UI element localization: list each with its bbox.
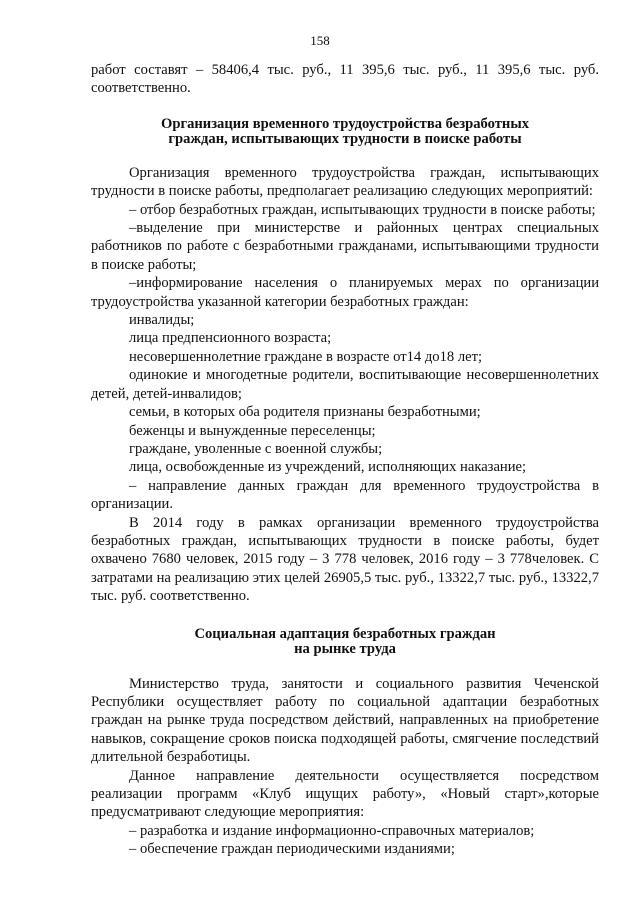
section1-paragraph: В 2014 году в рамках организации временного трудоустройства безработных граждан, испытывающих трудности в поиске работы, будет охвачено 7680 человек, 2015 году – 3 778 человек, 2016 году – 3 778человек. С затратами на реализацию этих целей 26905,5 тыс. руб., 13322,7 тыс. руб., 13322,7 тыс. руб. соответственно. [91,514,599,605]
intro-paragraph: работ составят – 58406,4 тыс. руб., 11 395,6 тыс. руб., 11 395,6 тыс. руб. соответственно. [91,62,599,97]
section1-list-item: – отбор безработных граждан, испытывающих трудности в поиске работы; [129,201,596,218]
section1-list-item: –информирование населения о планируемых мерах по организации трудоустройства указанной категории безработных граждан: [91,275,599,310]
section2-heading [91,627,599,657]
section1-list-item: – направление данных граждан для временного трудоустройства в организации. [91,477,599,513]
section1-heading [91,117,599,147]
category-item: лица, освобожденные из учреждений, исполняющих наказание; [129,459,527,476]
section1-heading-line: граждан, испытывающих трудности в поиске работы [168,130,522,147]
section2-paragraph: Данное направление деятельности осуществляется посредством реализации программ «Клуб ищущих работу», «Новый старт»,которые предусматривают следующие мероприятия: [91,767,599,821]
section2-list-item: – разработка и издание информационно-справочных материалов; [129,822,535,839]
category-item: граждане, уволенные с военной службы; [129,440,383,457]
document-body [91,61,599,859]
section2-heading-line: Социальная адаптация безработных граждан [194,625,496,642]
category-item: семьи, в которых оба родителя признаны безработными; [129,404,481,421]
category-item: беженцы и вынужденные переселенцы; [129,422,376,439]
page-number: 158 [310,33,330,48]
section1-list-item: –выделение при министерстве и районных центрах специальных работников по работе с безработными гражданами, испытывающими трудности в поиске работы; [91,220,599,273]
section1-heading-line: Организация временного трудоустройства безработных [160,115,530,132]
section1-paragraph: Организация временного трудоустройства граждан, испытывающих трудности в поиске работы, предполагает реализацию следующих мероприятий: [91,164,599,200]
section2-paragraph: Министерство труда, занятости и социального развития Чеченской Республики осуществляет работу по социальной адаптации безработных граждан на рынке труда посредством действий, направленных на приобретение навыков, сокращение сроков поиска подходящей работы, смягчение последствий длительной безработицы. [91,675,599,766]
category-item: инвалиды; [129,312,195,329]
section2-heading-line: на рынке труда [294,640,396,657]
category-item: несовершеннолетние граждане в возрасте от14 до18 лет; [129,348,483,365]
section2-list-item: – обеспечение граждан периодическими изданиями; [129,841,455,858]
category-item: одинокие и многодетные родители, воспитывающие несовершеннолетних детей, детей-инвалидов; [91,367,599,402]
category-item: лица предпенсионного возраста; [129,330,332,347]
